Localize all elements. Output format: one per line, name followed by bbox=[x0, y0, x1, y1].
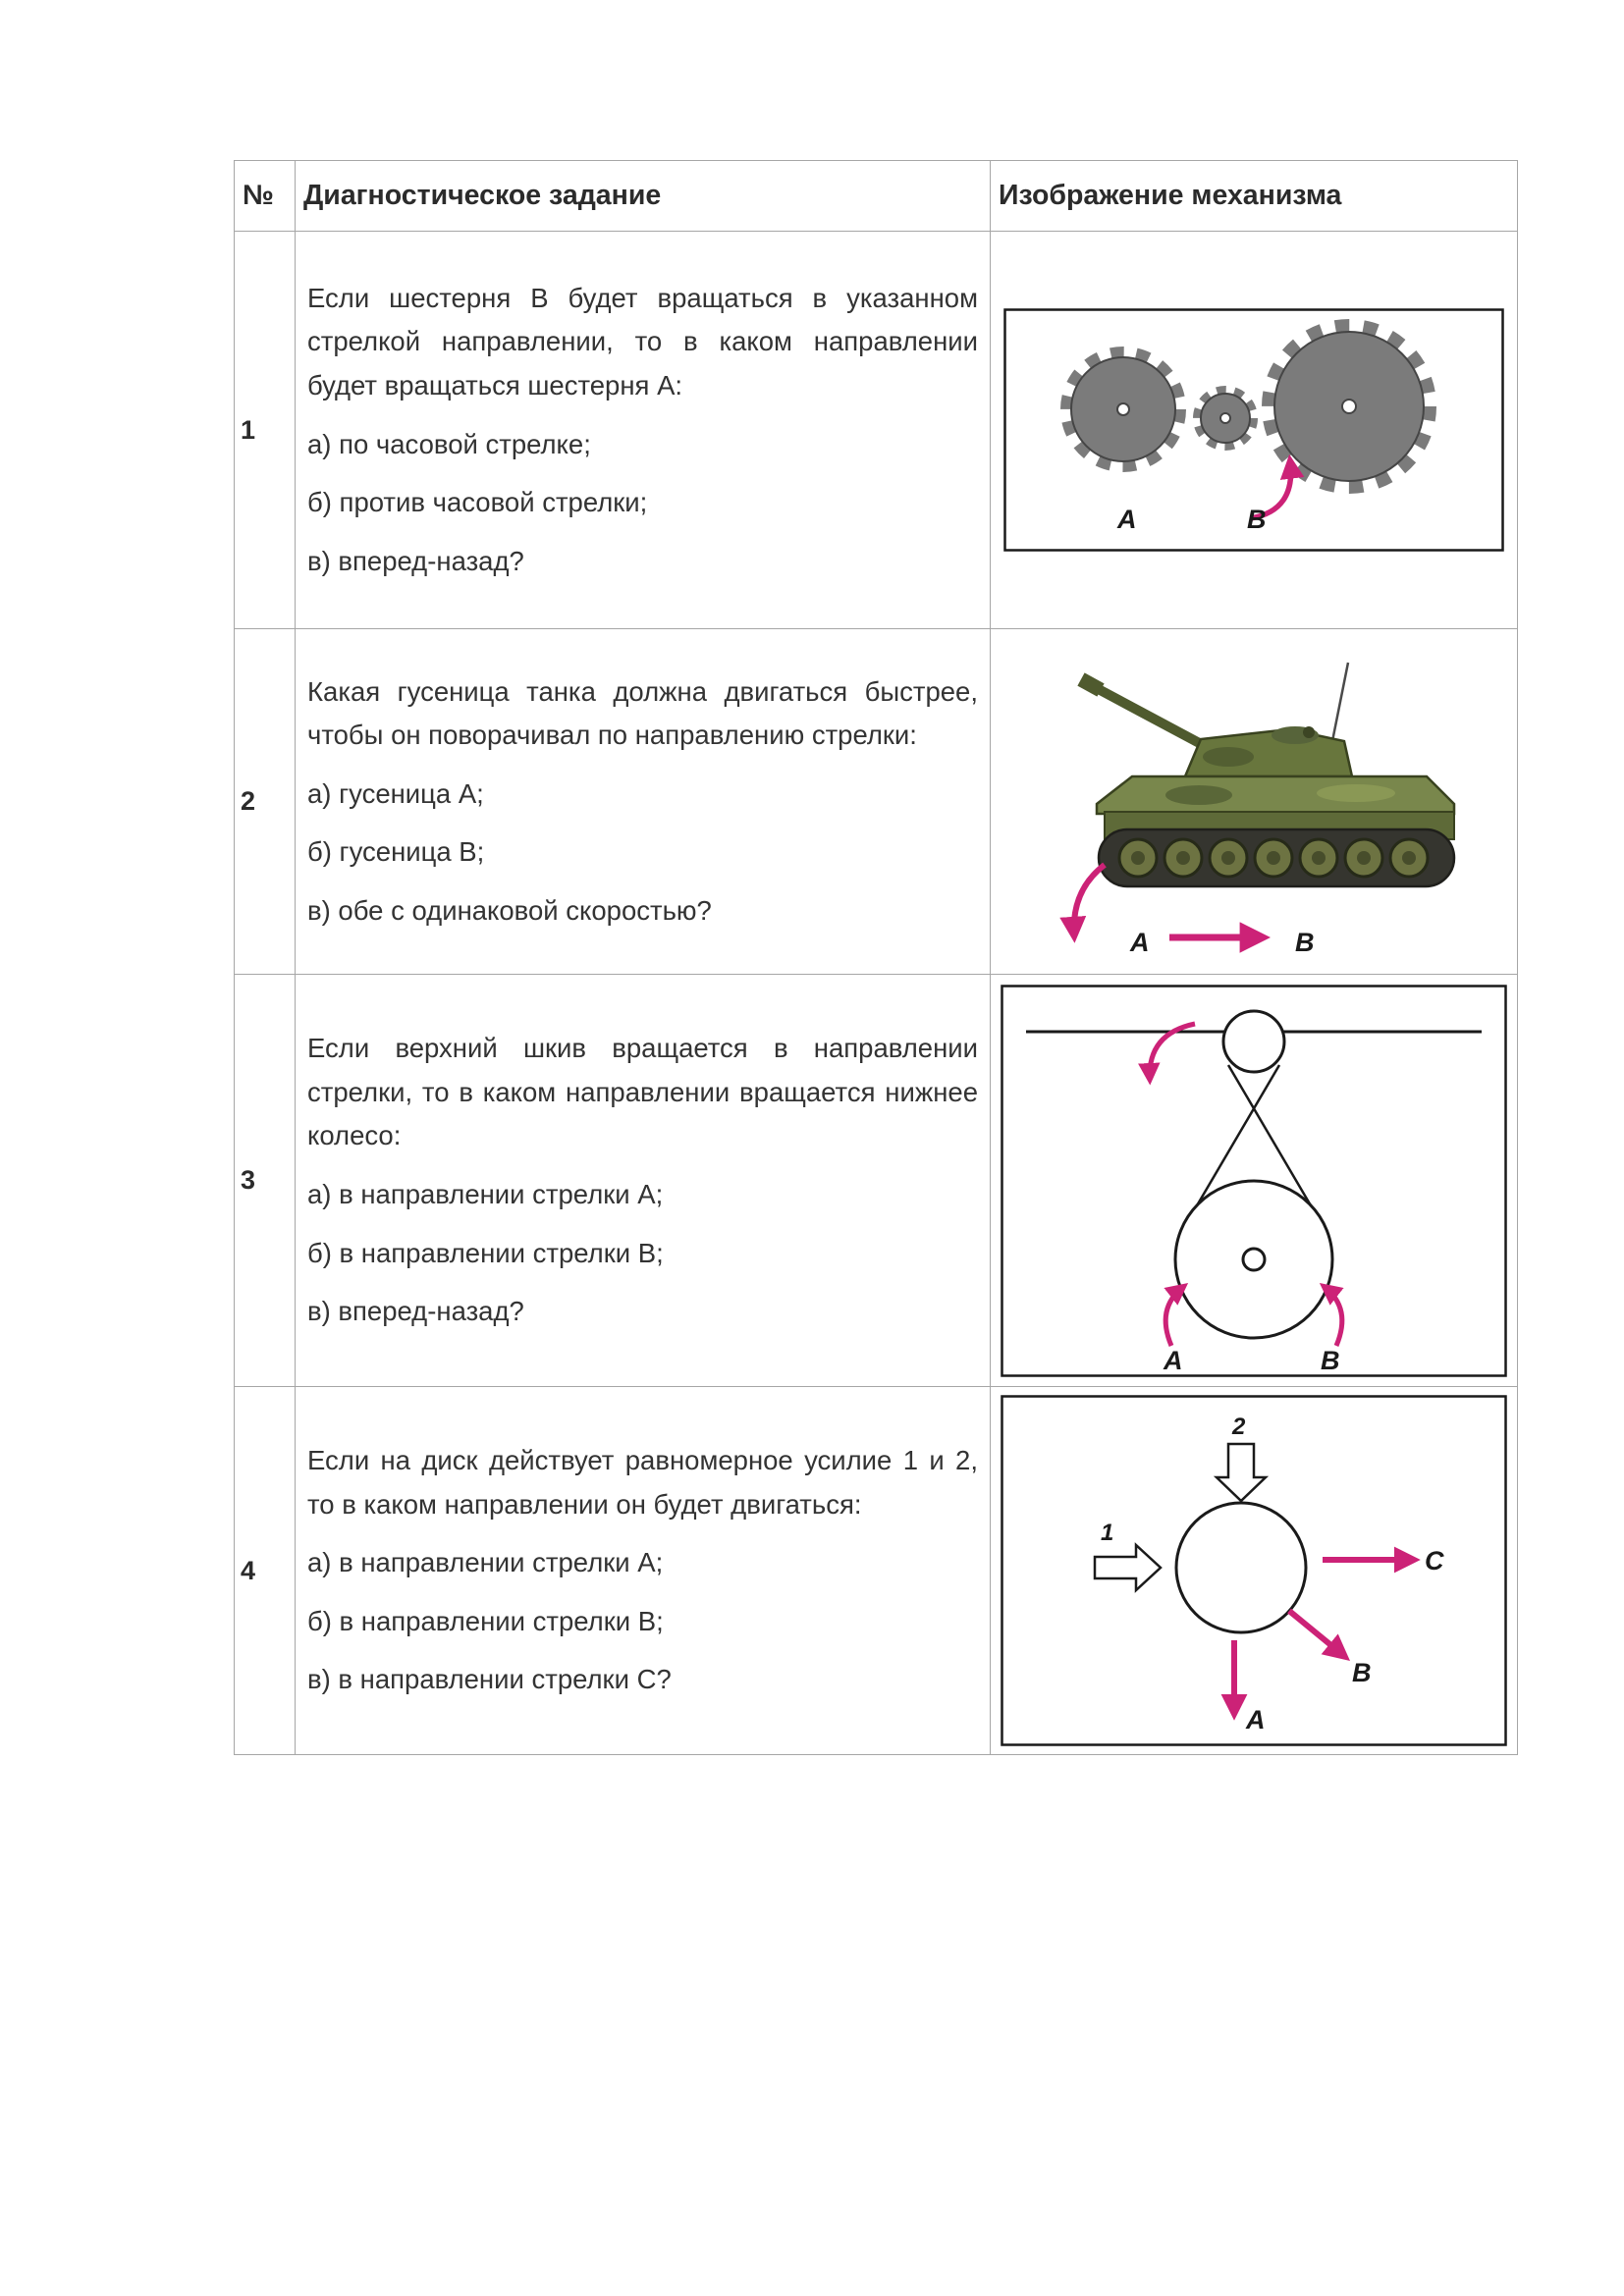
image-cell bbox=[991, 629, 1518, 975]
table-header-row bbox=[235, 161, 1518, 232]
answer-option-v: в) вперед-назад? bbox=[307, 1296, 524, 1327]
gear-a-label: А bbox=[1117, 505, 1137, 534]
row-number: 4 bbox=[235, 1387, 296, 1755]
question-text: Какая гусеница танка должна двигаться быстрее, чтобы он поворачивал по направлению стрелки: bbox=[307, 675, 978, 751]
table-row bbox=[235, 629, 1518, 975]
arrow-b-label: В bbox=[1321, 1345, 1340, 1375]
answer-option-b: б) в направлении стрелки В; bbox=[307, 1237, 664, 1268]
table-row bbox=[235, 975, 1518, 1387]
answer-option-b: б) против часовой стрелки; bbox=[307, 487, 648, 518]
force-2-label: 2 bbox=[1232, 1414, 1246, 1440]
answer-option-a: а) в направлении стрелки А; bbox=[307, 1179, 664, 1209]
turn-arrow-a bbox=[1073, 865, 1104, 935]
tank-illustration bbox=[1002, 637, 1506, 967]
table-row bbox=[235, 1387, 1518, 1755]
answer-option-b: б) гусеница В; bbox=[307, 836, 485, 868]
camo-patch bbox=[1203, 747, 1254, 767]
image-cell bbox=[991, 232, 1518, 629]
camo-patch bbox=[1317, 784, 1395, 802]
wheel-hub bbox=[1243, 1249, 1265, 1270]
answer-option-v: в) в направлении стрелки С? bbox=[307, 1664, 672, 1695]
gear-b-label: В bbox=[1247, 505, 1267, 534]
header-image: Изображение механизма bbox=[991, 161, 1518, 232]
answer-option-b: б) в направлении стрелки В; bbox=[307, 1605, 664, 1636]
track-a-label: А bbox=[1129, 927, 1149, 957]
question-text: Если шестерня В будет вращаться в указанном стрелкой направлении, то в каком направлении будет вращаться шестерня А: bbox=[307, 282, 978, 400]
answer-option-v: в) вперед-назад? bbox=[307, 545, 524, 576]
hatch bbox=[1303, 726, 1315, 738]
answer-option-v: в) обе с одинаковой скоростью? bbox=[307, 894, 712, 926]
camo-patch bbox=[1165, 785, 1232, 805]
header-task: Диагностическое задание bbox=[296, 161, 991, 232]
answer-option-a: а) гусеница А; bbox=[307, 777, 484, 809]
arrow-a-label: А bbox=[1164, 1345, 1183, 1375]
question-text: Если на диск действует равномерное усилие 1 и 2, то в каком направлении он будет двигаться: bbox=[307, 1445, 978, 1520]
answer-option-a: а) в направлении стрелки А; bbox=[307, 1547, 664, 1578]
disk bbox=[1176, 1503, 1306, 1632]
arrow-a-label: А bbox=[1246, 1705, 1266, 1735]
force-1-label: 1 bbox=[1101, 1520, 1114, 1546]
diagnostic-table bbox=[234, 160, 1518, 1755]
task-cell bbox=[296, 1387, 991, 1755]
hull bbox=[1097, 776, 1454, 814]
upper-pulley bbox=[1223, 1011, 1284, 1072]
row-number: 2 bbox=[235, 629, 296, 975]
arrow-c-label: С bbox=[1425, 1546, 1444, 1575]
gears-illustration bbox=[1003, 308, 1504, 552]
answer-option-a: а) по часовой стрелке; bbox=[307, 428, 591, 459]
antenna bbox=[1332, 663, 1348, 741]
question-text: Если верхний шкив вращается в направлении стрелки, то в каком направлении вращается нижнее колесо: bbox=[307, 1033, 978, 1151]
gun-barrel bbox=[1093, 686, 1207, 747]
table-row bbox=[235, 232, 1518, 629]
track-b-label: В bbox=[1294, 927, 1314, 957]
row-number: 1 bbox=[235, 232, 296, 629]
task-cell bbox=[296, 975, 991, 1387]
arrow-b-label: В bbox=[1352, 1658, 1372, 1687]
task-cell bbox=[296, 629, 991, 975]
task-cell bbox=[296, 232, 991, 629]
disk-forces-illustration bbox=[1001, 1395, 1507, 1746]
image-cell bbox=[991, 1387, 1518, 1755]
pulleys-illustration bbox=[1001, 985, 1507, 1377]
tank-body bbox=[1081, 663, 1454, 886]
row-number: 3 bbox=[235, 975, 296, 1387]
header-num: № bbox=[235, 161, 296, 232]
image-cell bbox=[991, 975, 1518, 1387]
muzzle-brake bbox=[1081, 679, 1101, 690]
